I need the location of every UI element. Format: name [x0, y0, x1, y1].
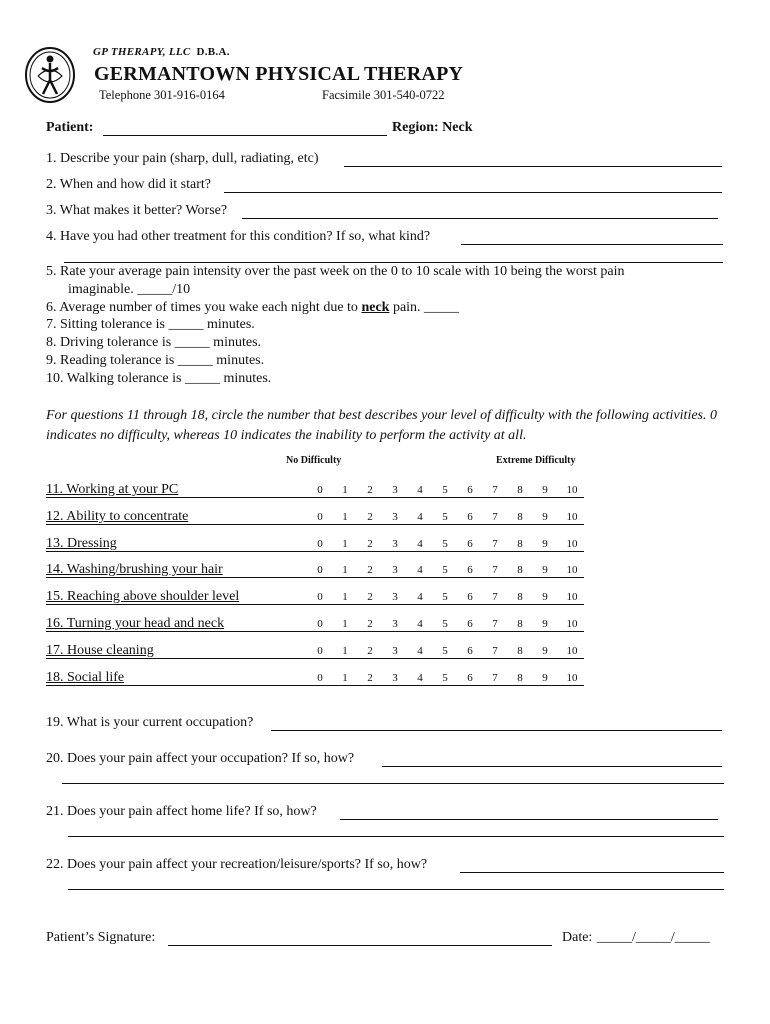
question-6: 6. Average number of times you wake each night due to neck pain. _____ — [46, 300, 460, 315]
instructions: For questions 11 through 18, circle the number that best describes your level of difficulty with the following activities. 0 indicates no difficulty, whereas 10 indicates the inability to perform the activity at all. — [46, 408, 717, 443]
scale-option-0[interactable]: 0 — [317, 591, 323, 603]
scale-option-0[interactable]: 0 — [317, 645, 323, 657]
signature-label: Patient’s Signature: — [46, 930, 156, 945]
scale-option-9[interactable]: 9 — [542, 591, 548, 603]
scale-option-3[interactable]: 3 — [392, 511, 398, 523]
answer-20-line[interactable] — [382, 766, 722, 767]
scale-option-2[interactable]: 2 — [367, 591, 373, 603]
answer-20-line-2[interactable] — [62, 783, 724, 784]
scale-option-8[interactable]: 8 — [517, 645, 523, 657]
scale-option-9[interactable]: 9 — [542, 538, 548, 550]
question-10: 10. Walking tolerance is _____ minutes. — [46, 371, 272, 386]
scale-option-3[interactable]: 3 — [392, 591, 398, 603]
activity-underline — [46, 551, 584, 552]
scale-option-4[interactable]: 4 — [417, 564, 423, 576]
scale-option-7[interactable]: 7 — [492, 618, 498, 630]
activity-label: 11. Working at your PC — [46, 482, 179, 497]
scale-option-7[interactable]: 7 — [492, 645, 498, 657]
facsimile: Facsimile 301-540-0722 — [322, 88, 445, 102]
region-label: Region: Neck — [392, 120, 473, 135]
scale-option-2[interactable]: 2 — [367, 538, 373, 550]
activity-label: 15. Reaching above shoulder level — [46, 589, 240, 604]
scale-option-7[interactable]: 7 — [492, 538, 498, 550]
scale-option-2[interactable]: 2 — [367, 618, 373, 630]
scale-option-0[interactable]: 0 — [317, 564, 323, 576]
scale-option-3[interactable]: 3 — [392, 538, 398, 550]
answer-3-line[interactable] — [242, 218, 718, 219]
scale-left-label: No Difficulty — [286, 455, 342, 466]
scale-option-7[interactable]: 7 — [492, 564, 498, 576]
answer-2-line[interactable] — [224, 192, 722, 193]
answer-4-line[interactable] — [461, 244, 723, 245]
question-21: 21. Does your pain affect home life? If so, how? — [46, 804, 317, 819]
scale-option-10[interactable]: 10 — [566, 538, 578, 550]
activity-underline — [46, 631, 584, 632]
scale-option-9[interactable]: 9 — [542, 564, 548, 576]
question-2: 2. When and how did it start? — [46, 177, 211, 192]
activity-underline — [46, 658, 584, 659]
question-19: 19. What is your current occupation? — [46, 715, 254, 730]
scale-option-1[interactable]: 1 — [342, 511, 348, 523]
question-3: 3. What makes it better? Worse? — [46, 203, 228, 218]
patient-name-field[interactable] — [103, 135, 387, 136]
scale-option-7[interactable]: 7 — [492, 484, 498, 496]
scale-option-1[interactable]: 1 — [342, 645, 348, 657]
scale-option-4[interactable]: 4 — [417, 538, 423, 550]
scale-option-10[interactable]: 10 — [566, 591, 578, 603]
signature-line[interactable] — [168, 945, 552, 946]
question-5: 5. Rate your average pain intensity over the past week on the 0 to 10 scale with 10 being the worst pain — [46, 264, 625, 279]
scale-option-1[interactable]: 1 — [342, 538, 348, 550]
scale-option-6[interactable]: 6 — [467, 618, 473, 630]
scale-option-4[interactable]: 4 — [417, 618, 423, 630]
telephone: Telephone 301-916-0164 — [99, 88, 225, 102]
activity-label: 12. Ability to concentrate — [46, 509, 189, 524]
scale-option-9[interactable]: 9 — [542, 511, 548, 523]
scale-option-5[interactable]: 5 — [442, 618, 448, 630]
scale-option-6[interactable]: 6 — [467, 591, 473, 603]
answer-4-line-2[interactable] — [64, 262, 723, 263]
activity-underline — [46, 577, 584, 578]
question-5-cont: imaginable. _____/10 — [68, 282, 191, 297]
activity-underline — [46, 497, 584, 498]
scale-option-0[interactable]: 0 — [317, 511, 323, 523]
scale-option-10[interactable]: 10 — [566, 645, 578, 657]
answer-22-line-2[interactable] — [68, 889, 724, 890]
scale-option-10[interactable]: 10 — [566, 618, 578, 630]
scale-option-6[interactable]: 6 — [467, 645, 473, 657]
dba-line: GP THERAPY, LLC D.B.A. — [93, 46, 230, 58]
question-9: 9. Reading tolerance is _____ minutes. — [46, 353, 265, 368]
scale-option-5[interactable]: 5 — [442, 591, 448, 603]
scale-option-4[interactable]: 4 — [417, 591, 423, 603]
scale-option-10[interactable]: 10 — [566, 484, 578, 496]
scale-option-3[interactable]: 3 — [392, 645, 398, 657]
answer-1-line[interactable] — [344, 166, 722, 167]
scale-option-4[interactable]: 4 — [417, 672, 423, 684]
scale-option-8[interactable]: 8 — [517, 511, 523, 523]
scale-option-1[interactable]: 1 — [342, 484, 348, 496]
scale-option-3[interactable]: 3 — [392, 672, 398, 684]
answer-22-line[interactable] — [460, 872, 724, 873]
scale-option-1[interactable]: 1 — [342, 591, 348, 603]
question-7: 7. Sitting tolerance is _____ minutes. — [46, 317, 255, 332]
activity-label: 16. Turning your head and neck — [46, 616, 225, 631]
scale-option-3[interactable]: 3 — [392, 564, 398, 576]
scale-right-label: Extreme Difficulty — [496, 455, 576, 466]
activity-label: 14. Washing/brushing your hair — [46, 562, 223, 577]
scale-option-2[interactable]: 2 — [367, 672, 373, 684]
scale-option-1[interactable]: 1 — [342, 672, 348, 684]
scale-option-8[interactable]: 8 — [517, 618, 523, 630]
scale-option-2[interactable]: 2 — [367, 484, 373, 496]
scale-option-0[interactable]: 0 — [317, 672, 323, 684]
question-4: 4. Have you had other treatment for this condition? If so, what kind? — [46, 229, 431, 244]
clinic-logo-icon — [24, 46, 76, 104]
scale-option-7[interactable]: 7 — [492, 591, 498, 603]
clinic-title: GERMANTOWN PHYSICAL THERAPY — [94, 63, 464, 85]
activity-underline — [46, 524, 584, 525]
activity-label: 18. Social life — [46, 670, 125, 685]
scale-option-4[interactable]: 4 — [417, 484, 423, 496]
scale-option-6[interactable]: 6 — [467, 672, 473, 684]
scale-option-5[interactable]: 5 — [442, 484, 448, 496]
question-1: 1. Describe your pain (sharp, dull, radiating, etc) — [46, 151, 319, 166]
scale-option-8[interactable]: 8 — [517, 484, 523, 496]
scale-option-6[interactable]: 6 — [467, 538, 473, 550]
scale-option-6[interactable]: 6 — [467, 564, 473, 576]
answer-21-line-2[interactable] — [68, 836, 724, 837]
scale-option-5[interactable]: 5 — [442, 538, 448, 550]
activity-label: 17. House cleaning — [46, 643, 154, 658]
scale-option-9[interactable]: 9 — [542, 484, 548, 496]
activity-underline — [46, 685, 584, 686]
scale-option-5[interactable]: 5 — [442, 672, 448, 684]
scale-option-1[interactable]: 1 — [342, 564, 348, 576]
question-20: 20. Does your pain affect your occupation? If so, how? — [46, 751, 355, 766]
scale-option-0[interactable]: 0 — [317, 484, 323, 496]
scale-option-10[interactable]: 10 — [566, 672, 578, 684]
date-label: Date: — [562, 930, 593, 945]
scale-option-4[interactable]: 4 — [417, 645, 423, 657]
scale-option-0[interactable]: 0 — [317, 618, 323, 630]
scale-option-2[interactable]: 2 — [367, 645, 373, 657]
scale-option-7[interactable]: 7 — [492, 672, 498, 684]
scale-option-8[interactable]: 8 — [517, 564, 523, 576]
scale-option-10[interactable]: 10 — [566, 511, 578, 523]
question-22: 22. Does your pain affect your recreation/leisure/sports? If so, how? — [46, 857, 428, 872]
activity-label: 13. Dressing — [46, 536, 117, 551]
answer-19-line[interactable] — [271, 730, 722, 731]
scale-option-1[interactable]: 1 — [342, 618, 348, 630]
scale-option-5[interactable]: 5 — [442, 511, 448, 523]
scale-option-7[interactable]: 7 — [492, 511, 498, 523]
scale-option-6[interactable]: 6 — [467, 484, 473, 496]
scale-option-5[interactable]: 5 — [442, 645, 448, 657]
scale-option-8[interactable]: 8 — [517, 672, 523, 684]
scale-option-8[interactable]: 8 — [517, 538, 523, 550]
scale-option-0[interactable]: 0 — [317, 538, 323, 550]
scale-option-5[interactable]: 5 — [442, 564, 448, 576]
scale-option-4[interactable]: 4 — [417, 511, 423, 523]
scale-option-2[interactable]: 2 — [367, 564, 373, 576]
scale-option-2[interactable]: 2 — [367, 511, 373, 523]
scale-option-3[interactable]: 3 — [392, 618, 398, 630]
scale-option-9[interactable]: 9 — [542, 672, 548, 684]
scale-option-9[interactable]: 9 — [542, 645, 548, 657]
scale-option-6[interactable]: 6 — [467, 511, 473, 523]
question-8: 8. Driving tolerance is _____ minutes. — [46, 335, 262, 350]
patient-label: Patient: — [46, 120, 94, 135]
scale-option-9[interactable]: 9 — [542, 618, 548, 630]
date-field[interactable]: _____/_____/_____ — [597, 930, 710, 945]
answer-21-line[interactable] — [340, 819, 718, 820]
scale-option-3[interactable]: 3 — [392, 484, 398, 496]
scale-option-10[interactable]: 10 — [566, 564, 578, 576]
scale-option-8[interactable]: 8 — [517, 591, 523, 603]
activity-underline — [46, 604, 584, 605]
